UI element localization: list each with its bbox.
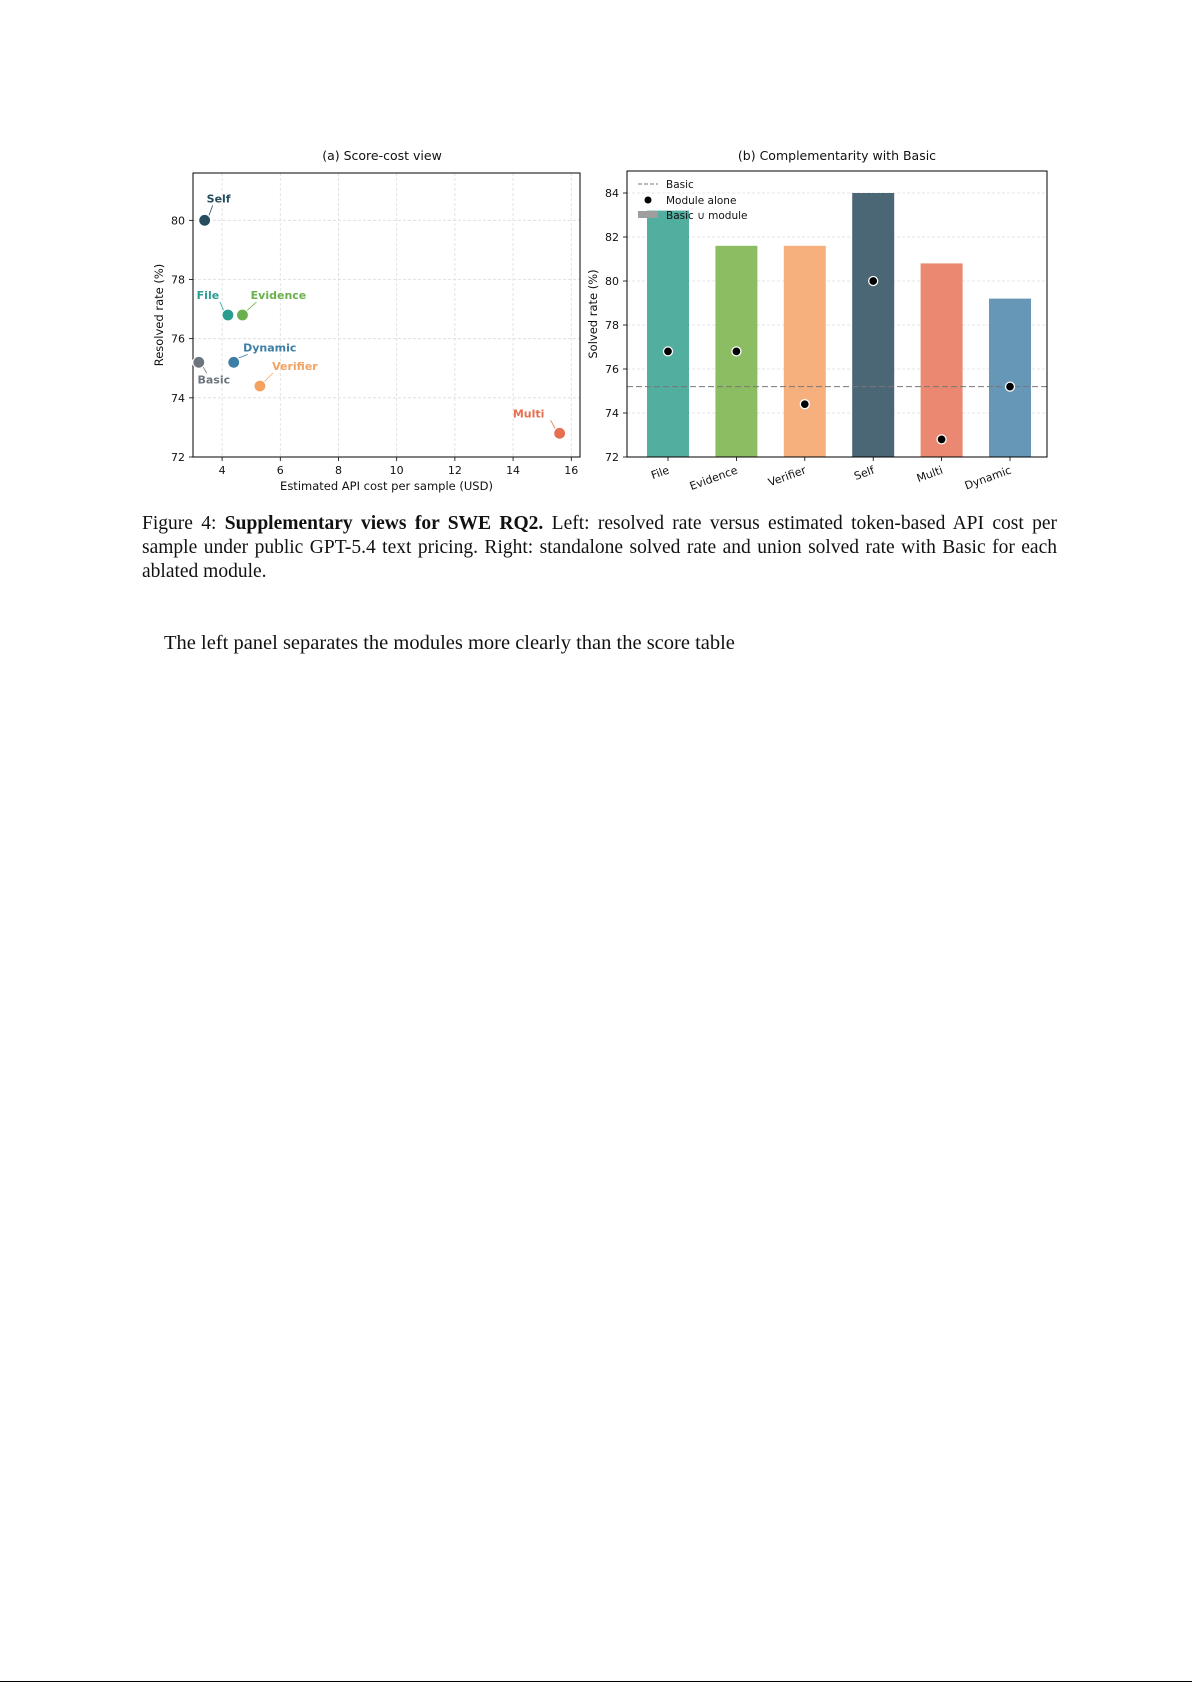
caption-bold: Supplementary views for SWE RQ2.	[224, 513, 544, 534]
y-tick-label: 74	[171, 391, 185, 405]
x-tick-label: File	[649, 463, 672, 483]
body-paragraph: The left panel separates the modules more clearly than the score table	[164, 632, 735, 654]
scatter-point-verifier	[254, 380, 266, 392]
y-tick-label: 78	[605, 319, 619, 332]
x-tick-label: 14	[506, 464, 521, 477]
legend-basic-label: Basic	[666, 179, 694, 191]
legend-module-alone-label: Module alone	[666, 195, 737, 207]
scatter-point-multi	[554, 427, 566, 439]
x-tick-label: Evidence	[687, 463, 740, 493]
y-tick-label: 80	[171, 214, 185, 228]
caption-prefix: Figure 4:	[142, 513, 217, 534]
y-tick-label: 76	[605, 363, 619, 376]
module-alone-marker-file	[664, 347, 673, 356]
point-label-multi: Multi	[512, 407, 545, 421]
x-tick-label: 6	[276, 464, 284, 477]
caption-text: Left: resolved rate versus estimated token-based API cost per sample under public GPT-5.4 text pricing. Right: standalone solved rate and union solved rate with Basic for each ablated module.	[142, 513, 1058, 582]
scatter-point-basic	[193, 356, 205, 368]
point-label-basic: Basic	[197, 373, 231, 387]
point-label-file: File	[196, 289, 220, 302]
annotation-connector	[238, 354, 248, 358]
scatter-point-evidence	[236, 309, 248, 321]
y-tick-label: 72	[171, 451, 185, 464]
annotation-connector	[246, 302, 256, 311]
y-axis-label: Solved rate (%)	[586, 269, 600, 359]
bar-verifier	[784, 246, 826, 457]
x-tick-label: Verifier	[766, 463, 808, 490]
figure-caption	[142, 512, 1057, 584]
bar-dynamic	[989, 299, 1031, 457]
x-tick-label: 10	[389, 464, 404, 477]
legend-module-alone-swatch	[645, 197, 652, 204]
y-tick-label: 80	[605, 275, 619, 288]
point-label-dynamic: Dynamic	[243, 341, 297, 355]
legend-union-swatch	[638, 211, 658, 218]
x-tick-label: Dynamic	[962, 463, 1014, 493]
bar-self	[852, 193, 894, 457]
module-alone-marker-dynamic	[1006, 382, 1015, 391]
figure-4	[0, 130, 1192, 500]
y-tick-label: 78	[171, 273, 185, 287]
x-tick-label: 12	[447, 464, 462, 477]
x-axis-label: Estimated API cost per sample (USD)	[280, 479, 493, 493]
complementarity-bar-chart	[586, 171, 1047, 493]
y-tick-label: 74	[605, 407, 619, 420]
x-tick-label: 8	[334, 464, 342, 477]
annotation-connector	[264, 373, 273, 382]
x-tick-label: Self	[852, 463, 877, 483]
scatter-point-file	[222, 309, 234, 321]
module-alone-marker-self	[869, 277, 878, 286]
module-alone-marker-multi	[937, 435, 946, 444]
x-tick-label: 16	[564, 464, 579, 477]
y-tick-label: 72	[605, 451, 619, 464]
point-label-self: Self	[206, 192, 231, 206]
scatter-point-self	[199, 214, 211, 226]
y-tick-label: 82	[605, 231, 619, 244]
panel-a-title: (a) Score-cost view	[322, 148, 442, 163]
y-axis-label: Resolved rate (%)	[152, 263, 166, 367]
y-tick-label: 76	[171, 332, 185, 346]
module-alone-marker-verifier	[800, 400, 809, 409]
footer-rule	[0, 1681, 1192, 1682]
scatter-point-dynamic	[228, 356, 240, 368]
score-cost-scatter	[152, 173, 580, 493]
point-label-evidence: Evidence	[250, 289, 307, 302]
bar-multi	[921, 263, 963, 457]
y-tick-label: 84	[605, 187, 619, 200]
panel-b-title: (b) Complementarity with Basic	[737, 148, 937, 163]
x-tick-label: 4	[218, 464, 226, 477]
annotation-connector	[203, 366, 207, 373]
annotation-connector	[551, 420, 556, 429]
legend-union-label: Basic ∪ module	[666, 210, 748, 222]
module-alone-marker-evidence	[732, 347, 741, 356]
point-label-verifier: Verifier	[272, 360, 318, 373]
annotation-connector	[209, 205, 213, 216]
x-tick-label: Multi	[914, 463, 945, 486]
bar-file	[647, 211, 689, 457]
